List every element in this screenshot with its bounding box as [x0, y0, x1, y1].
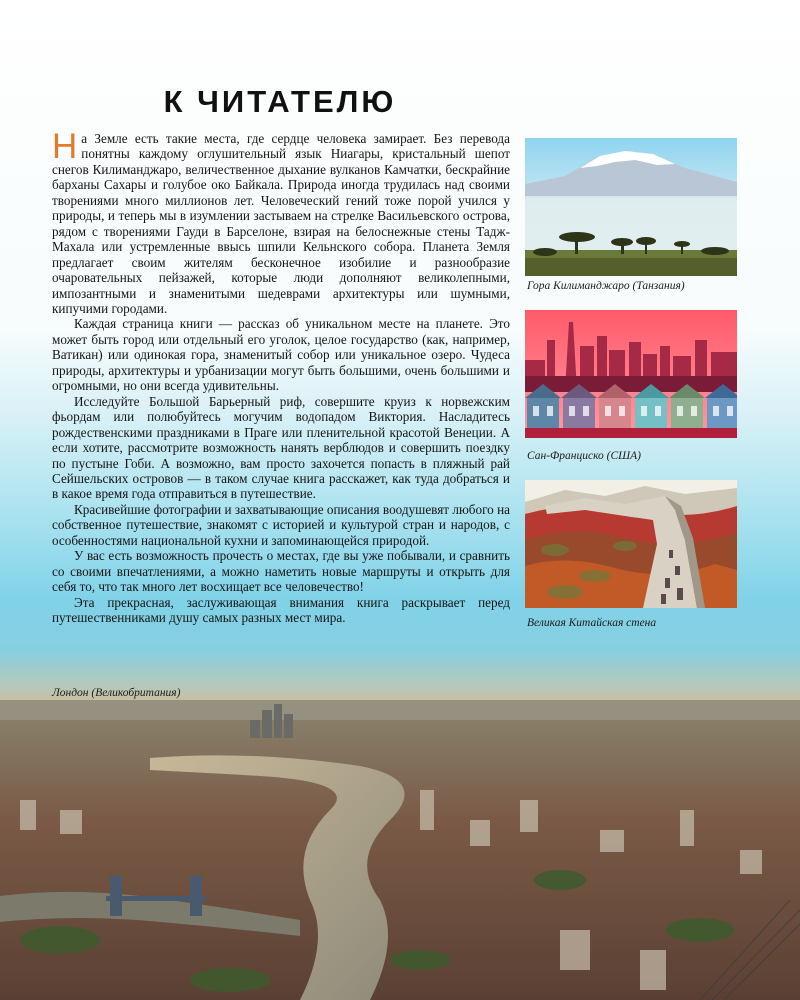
paragraph-5: У вас есть возможность прочесть о местах, где вы уже побывали, и сравнить со своими впечатлениями, а можно наметить новые маршруты и открыть для себя то, что так много лет восхищает все человечество! [52, 548, 510, 595]
kilimanjaro-image [525, 138, 737, 276]
drop-cap: Н [52, 127, 78, 166]
kilimanjaro-photo [525, 138, 737, 276]
paragraph-4: Красивейшие фотографии и захватывающие описания воодушевят любого на собственное путешествие, знакомят с историей и культурой стран и народов, с особенностями национальной кухни и запоминающейся природой. [52, 501, 510, 548]
kilimanjaro-caption: Гора Килиманджаро (Танзания) [527, 280, 685, 292]
great-wall-caption: Великая Китайская стена [527, 617, 657, 629]
body-text [52, 127, 510, 626]
san-francisco-photo [525, 310, 737, 438]
great-wall-photo [525, 480, 737, 608]
london-caption: Лондон (Великобритания) [52, 687, 181, 699]
london-panorama [0, 700, 800, 1000]
san-francisco-image [525, 310, 737, 438]
paragraph-3: Исследуйте Большой Барьерный риф, совершите круиз к норвежским фьордам или полюбуйтесь могучим водопадом Виктория. Насладитесь рождественскими праздниками в Праге или пленительной красотой Венеции. А если хотите, рассмотрите возможность нанять верблюдов и совершить поездку по пустыне Гоби. А возможно, вам просто захочется попасть в пляжный рай Сейшельских островов — в таком случае книга расскажет, как туда добраться и в какое время года отправиться в путешествие. [52, 393, 510, 502]
great-wall-image [525, 480, 737, 608]
paragraph-2: Каждая страница книги — рассказ об уникальном месте на планете. Это может быть город или отдельный его уголок, целое государство (как, например, Ватикан) или одинокая гора, знаменитый собор или уникальное озеро. Чудеса природы, архитектуры и урбанизации могут быть большими, очень большими и огромными, но они всегда удивительны. [52, 316, 510, 394]
page-title: К ЧИТАТЕЛЮ [163, 84, 397, 119]
london-image [0, 700, 800, 1000]
san-francisco-caption: Сан-Франциско (США) [527, 450, 642, 462]
paragraph-6: Эта прекрасная, заслуживающая внимания книга раскрывает перед путешественниками душу самых разных мест мира. [52, 594, 510, 626]
paragraph-1: На Земле есть такие места, где сердце человека замирает. Без перевода понятны каждому оглушительный язык Ниагары, кристальный шепот снегов Килиманджаро, величественное дыхание вулканов Камчатки, бескрайние барханы Сахары и голубое око Байкала. Природа иногда трудилась над своими творениями много миллионов лет. Человеческий гений тоже порой учился у природы, и теперь мы в изумлении застываем на стрелке Васильевского острова, рядом с творениями Гауди в Барселоне, взирая на белоснежные стены Тадж-Махала или устремленные ввысь шпили Кельнского собора. Планета Земля предлагает своим жителям бесконечное изобилие и разнообразие очаровательных пейзажей, которые люди дополняют великолепными, импозантными и знаменитыми шедеврами архитектуры или шумными, кипучими городами. [52, 127, 510, 316]
